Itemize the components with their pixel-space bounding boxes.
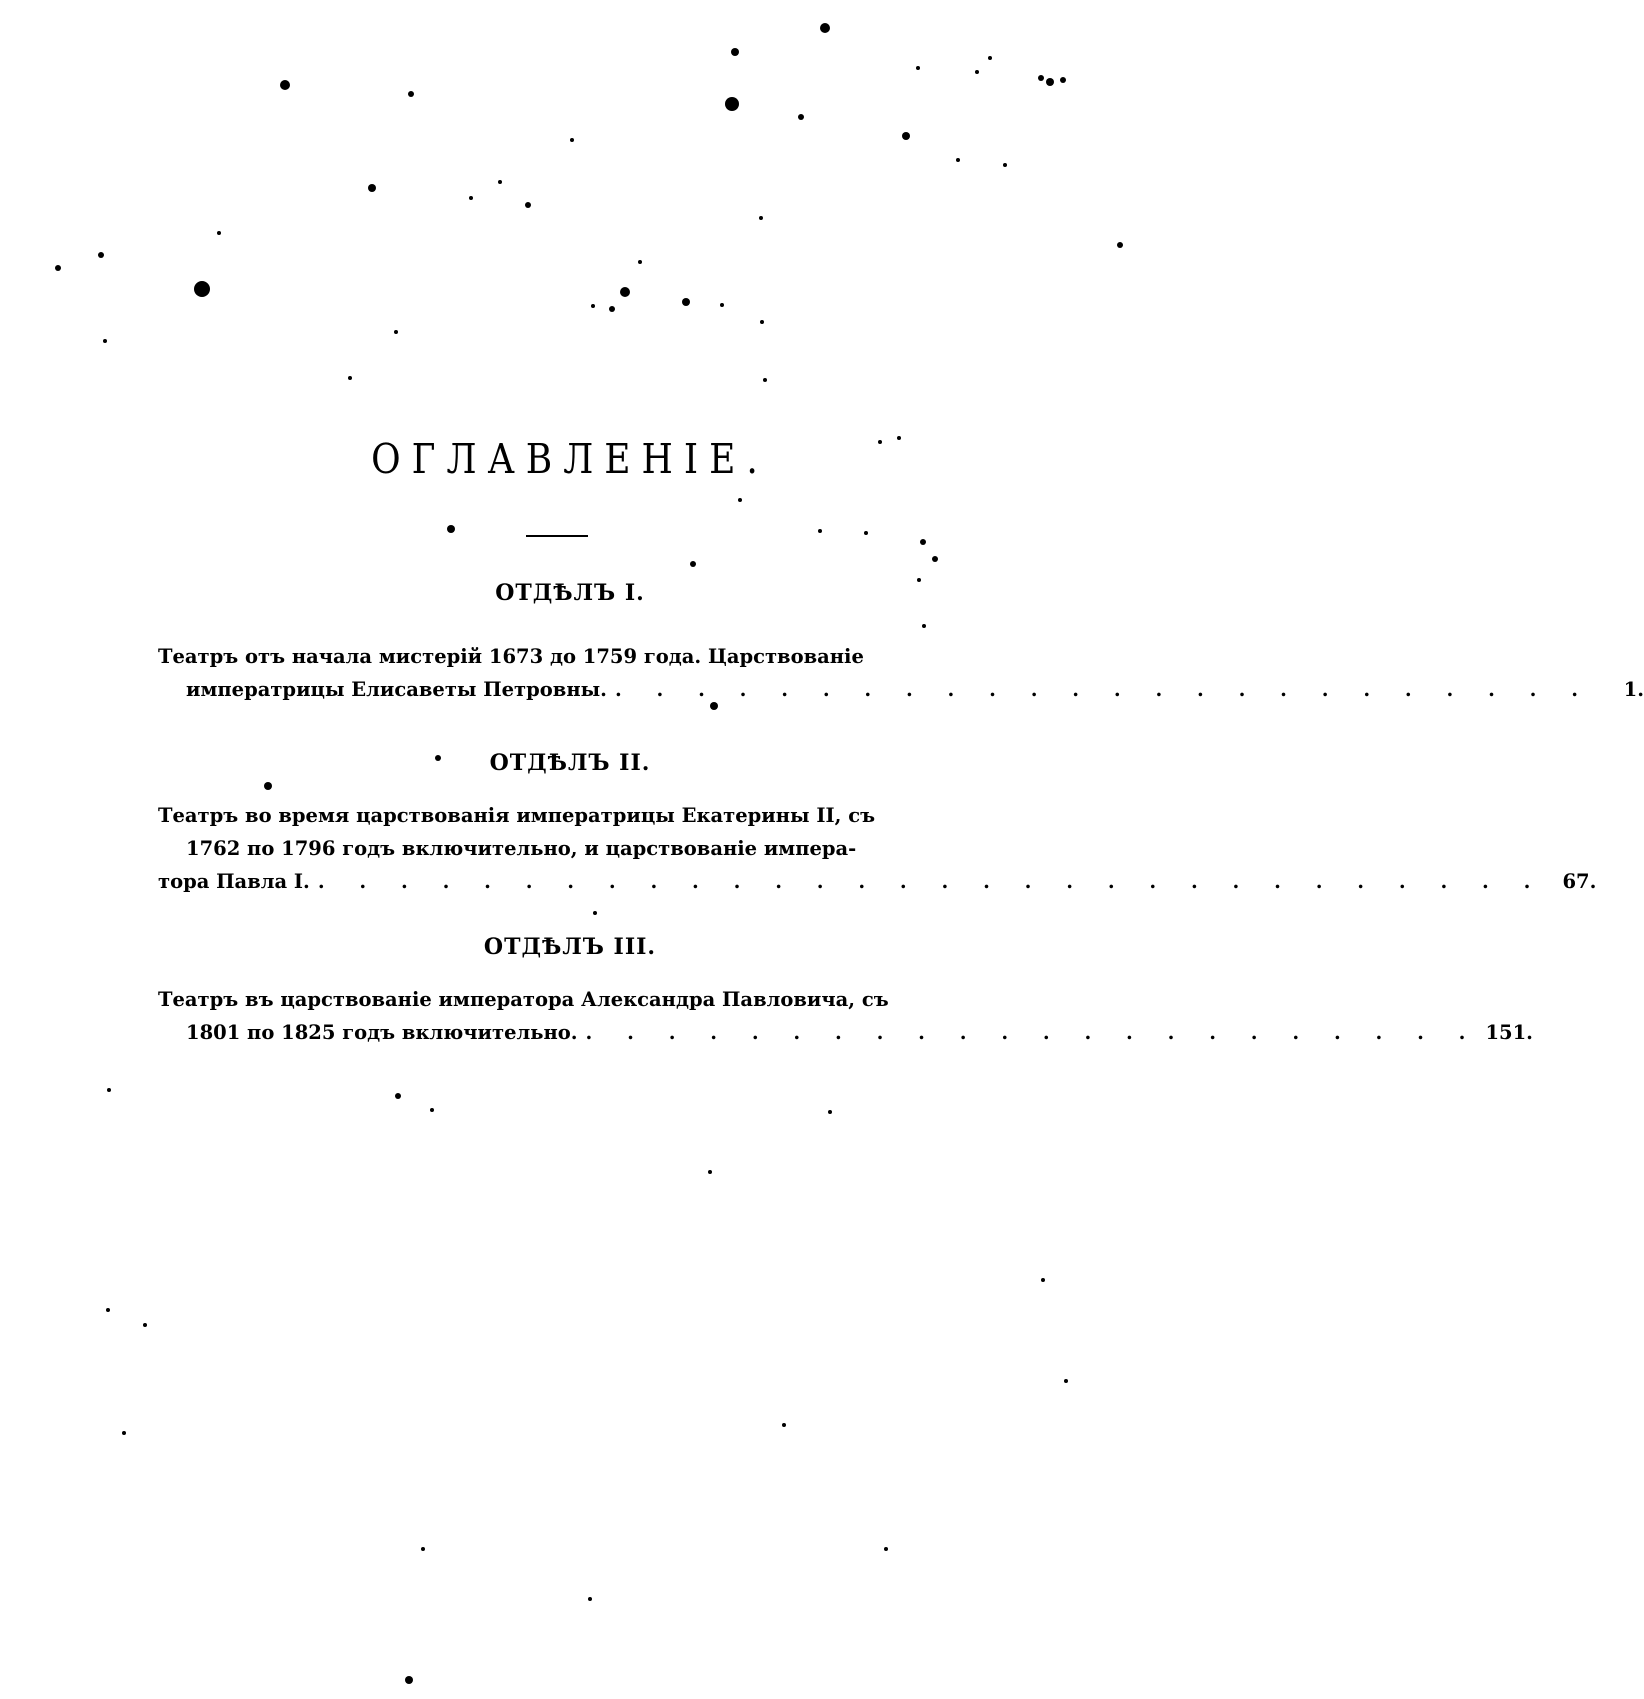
ink-speck: [760, 320, 764, 324]
ink-speck: [932, 556, 938, 562]
ink-speck: [1117, 242, 1123, 248]
ink-speck: [408, 91, 414, 97]
ink-speck: [682, 298, 690, 306]
toc-entry-3-last-line: [158, 1016, 1533, 1049]
ink-speck: [405, 1676, 413, 1684]
ink-speck: [818, 529, 822, 533]
ink-speck: [55, 265, 61, 271]
ink-speck: [782, 1423, 786, 1427]
ink-speck: [143, 1323, 147, 1327]
ink-speck: [922, 624, 926, 628]
dot-leader: . . . . . . . . . . . . . . . . . . . . . . . .: [614, 678, 1593, 701]
toc-entry-2: [158, 799, 1597, 898]
ink-speck: [902, 132, 910, 140]
ink-speck: [103, 339, 107, 343]
ink-speck: [975, 70, 979, 74]
ink-speck: [98, 252, 104, 258]
toc-entry-3-line-1: Театръ въ царствованіе императора Александра Павловича, съ: [158, 988, 889, 1011]
ink-speck: [884, 1547, 888, 1551]
toc-entry-2-page: 67.: [1562, 870, 1597, 893]
title-divider: [526, 535, 588, 537]
ink-speck: [122, 1431, 126, 1435]
ink-speck: [498, 180, 502, 184]
ink-speck: [591, 304, 595, 308]
toc-entry-3-line-2: 1801 по 1825 годъ включительно.: [186, 1021, 578, 1044]
ink-speck: [988, 56, 992, 60]
ink-speck: [194, 281, 210, 297]
ink-speck: [1038, 75, 1044, 81]
ink-speck: [1064, 1379, 1068, 1383]
toc-entry-2-line-3: тора Павла I.: [158, 870, 310, 893]
ink-speck: [620, 287, 630, 297]
ink-speck: [588, 1597, 592, 1601]
ink-speck: [421, 1547, 425, 1551]
ink-speck: [107, 1088, 111, 1092]
section-heading-2: ОТДѢЛЪ II.: [489, 750, 651, 776]
ink-speck: [763, 378, 767, 382]
toc-entry-2-line-2: 1762 по 1796 годъ включительно, и царствованіе импера-: [186, 837, 857, 860]
ink-speck: [956, 158, 960, 162]
ink-speck: [430, 1108, 434, 1112]
ink-speck: [1003, 163, 1007, 167]
ink-speck: [525, 202, 531, 208]
ink-speck: [609, 306, 615, 312]
toc-entry-1-last-line: [158, 673, 1644, 706]
ink-speck: [864, 531, 868, 535]
toc-entry-2-line-1: Театръ во время царствованія императрицы Екатерины II, съ: [158, 804, 876, 827]
ink-speck: [690, 561, 696, 567]
ink-speck: [820, 23, 830, 33]
ink-speck: [469, 196, 473, 200]
ink-speck: [264, 782, 272, 790]
ink-speck: [720, 303, 724, 307]
ink-speck: [725, 97, 739, 111]
ink-speck: [106, 1308, 110, 1312]
toc-entry-3-page: 151.: [1485, 1021, 1533, 1044]
section-heading-3: ОТДѢЛЪ III.: [483, 934, 657, 960]
section-heading-1: ОТДѢЛЪ I.: [495, 580, 645, 606]
toc-entry-1-page: 1.: [1623, 678, 1644, 701]
ink-speck: [570, 138, 574, 142]
toc-entry-1-line-1: Театръ отъ начала мистерій 1673 до 1759 года. Царствованіе: [158, 645, 864, 668]
toc-entry-1: [158, 640, 1644, 706]
toc-entry-2-last-line: [158, 865, 1597, 898]
ink-speck: [1041, 1278, 1045, 1282]
dot-leader: . . . . . . . . . . . . . . . . . . . . . . . . . . . . . .: [317, 870, 1545, 893]
ink-speck: [368, 184, 376, 192]
ink-speck: [348, 376, 352, 380]
dot-leader: . . . . . . . . . . . . . . . . . . . . . .: [585, 1021, 1480, 1044]
ink-speck: [280, 80, 290, 90]
ink-speck: [731, 48, 739, 56]
ink-speck: [395, 1093, 401, 1099]
ink-speck: [638, 260, 642, 264]
ink-speck: [593, 911, 597, 915]
ink-speck: [798, 114, 804, 120]
ink-speck: [394, 330, 398, 334]
ink-speck: [828, 1110, 832, 1114]
page-title: ОГЛАВЛЕНІЕ.: [371, 436, 769, 484]
ink-speck: [1060, 77, 1066, 83]
ink-speck: [1046, 78, 1054, 86]
ink-speck: [738, 498, 742, 502]
ink-speck: [759, 216, 763, 220]
toc-entry-3: [158, 983, 1533, 1049]
ink-speck: [916, 66, 920, 70]
ink-speck: [708, 1170, 712, 1174]
toc-entry-1-line-2: императрицы Елисаветы Петровны.: [186, 678, 607, 701]
ink-speck: [447, 525, 455, 533]
ink-speck: [920, 539, 926, 545]
ink-speck: [217, 231, 221, 235]
